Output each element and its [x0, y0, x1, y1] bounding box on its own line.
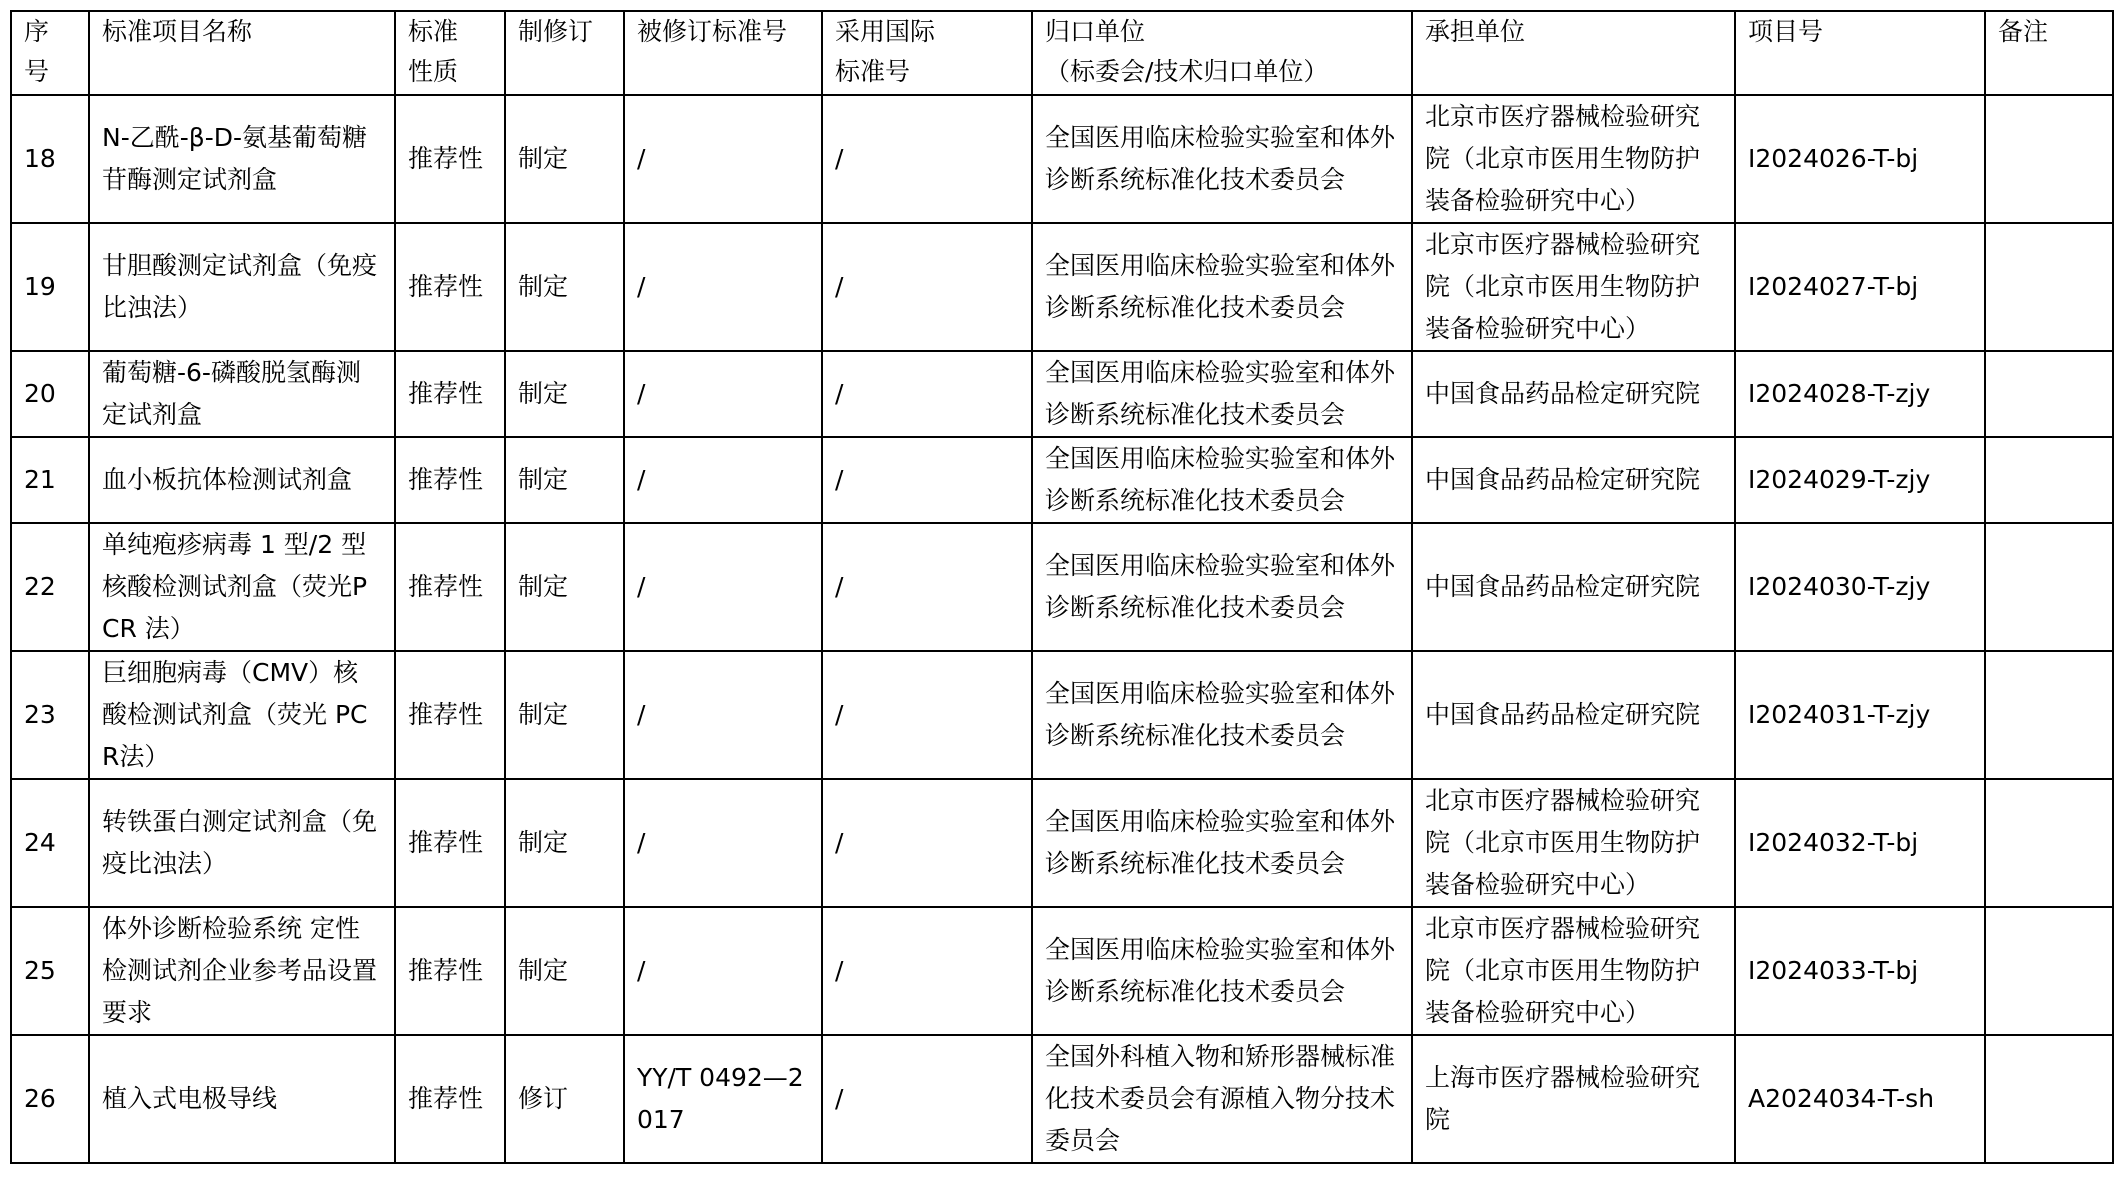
table-row [11, 1035, 2113, 1163]
standards-table [10, 10, 2114, 1164]
cell-revised-std: / [624, 95, 822, 223]
cell-undertaker: 中国食品药品检定研究院 [1412, 437, 1735, 523]
cell-name: 单纯疱疹病毒 1 型/2 型核酸检测试剂盒（荧光PCR 法） [89, 523, 395, 651]
cell-revised-std: / [624, 779, 822, 907]
cell-intl-std: / [822, 437, 1032, 523]
table-row [11, 523, 2113, 651]
cell-remark [1985, 223, 2113, 351]
cell-revised-std: / [624, 523, 822, 651]
cell-remark [1985, 351, 2113, 437]
cell-unit: 全国外科植入物和矫形器械标准化技术委员会有源植入物分技术委员会 [1032, 1035, 1412, 1163]
cell-nature: 推荐性 [395, 523, 505, 651]
cell-intl-std: / [822, 223, 1032, 351]
cell-nature: 推荐性 [395, 907, 505, 1035]
header-row [11, 11, 2113, 95]
cell-undertaker: 北京市医疗器械检验研究院（北京市医用生物防护装备检验研究中心） [1412, 95, 1735, 223]
cell-seq: 26 [11, 1035, 89, 1163]
cell-project-no: I2024031-T-zjy [1735, 651, 1985, 779]
cell-nature: 推荐性 [395, 351, 505, 437]
cell-remark [1985, 651, 2113, 779]
cell-revised-std: / [624, 651, 822, 779]
cell-revised-std: YY/T 0492—2017 [624, 1035, 822, 1163]
cell-name: 甘胆酸测定试剂盒（免疫比浊法） [89, 223, 395, 351]
cell-revision: 制定 [505, 523, 624, 651]
cell-nature: 推荐性 [395, 223, 505, 351]
cell-undertaker: 中国食品药品检定研究院 [1412, 651, 1735, 779]
cell-name: 转铁蛋白测定试剂盒（免疫比浊法） [89, 779, 395, 907]
cell-revision: 制定 [505, 779, 624, 907]
cell-undertaker: 北京市医疗器械检验研究院（北京市医用生物防护装备检验研究中心） [1412, 223, 1735, 351]
cell-unit: 全国医用临床检验实验室和体外诊断系统标准化技术委员会 [1032, 907, 1412, 1035]
table-row [11, 95, 2113, 223]
header-unit: 归口单位 （标委会/技术归口单位） [1032, 11, 1412, 95]
cell-unit: 全国医用临床检验实验室和体外诊断系统标准化技术委员会 [1032, 223, 1412, 351]
cell-unit: 全国医用临床检验实验室和体外诊断系统标准化技术委员会 [1032, 437, 1412, 523]
header-name: 标准项目名称 [89, 11, 395, 95]
cell-remark [1985, 1035, 2113, 1163]
cell-name: N-乙酰-β-D-氨基葡萄糖苷酶测定试剂盒 [89, 95, 395, 223]
cell-remark [1985, 437, 2113, 523]
cell-unit: 全国医用临床检验实验室和体外诊断系统标准化技术委员会 [1032, 523, 1412, 651]
cell-intl-std: / [822, 95, 1032, 223]
cell-remark [1985, 907, 2113, 1035]
cell-intl-std: / [822, 523, 1032, 651]
header-project-no: 项目号 [1735, 11, 1985, 95]
cell-nature: 推荐性 [395, 1035, 505, 1163]
cell-undertaker: 北京市医疗器械检验研究院（北京市医用生物防护装备检验研究中心） [1412, 907, 1735, 1035]
cell-revision: 制定 [505, 351, 624, 437]
cell-project-no: I2024033-T-bj [1735, 907, 1985, 1035]
cell-revision: 制定 [505, 907, 624, 1035]
cell-unit: 全国医用临床检验实验室和体外诊断系统标准化技术委员会 [1032, 95, 1412, 223]
cell-remark [1985, 779, 2113, 907]
cell-revised-std: / [624, 437, 822, 523]
cell-revision: 制定 [505, 223, 624, 351]
header-revision: 制修订 [505, 11, 624, 95]
table-row [11, 779, 2113, 907]
cell-intl-std: / [822, 907, 1032, 1035]
cell-intl-std: / [822, 1035, 1032, 1163]
cell-project-no: A2024034-T-sh [1735, 1035, 1985, 1163]
cell-project-no: I2024027-T-bj [1735, 223, 1985, 351]
cell-nature: 推荐性 [395, 651, 505, 779]
header-seq: 序 号 [11, 11, 89, 95]
cell-revision: 修订 [505, 1035, 624, 1163]
cell-revised-std: / [624, 907, 822, 1035]
cell-seq: 25 [11, 907, 89, 1035]
cell-seq: 21 [11, 437, 89, 523]
cell-project-no: I2024028-T-zjy [1735, 351, 1985, 437]
cell-seq: 19 [11, 223, 89, 351]
cell-remark [1985, 95, 2113, 223]
header-intl-std: 采用国际 标准号 [822, 11, 1032, 95]
header-revised-std: 被修订标准号 [624, 11, 822, 95]
table-row [11, 651, 2113, 779]
cell-intl-std: / [822, 651, 1032, 779]
cell-project-no: I2024026-T-bj [1735, 95, 1985, 223]
cell-seq: 23 [11, 651, 89, 779]
cell-revision: 制定 [505, 437, 624, 523]
header-undertaker: 承担单位 [1412, 11, 1735, 95]
table-row [11, 223, 2113, 351]
cell-name: 血小板抗体检测试剂盒 [89, 437, 395, 523]
table-row [11, 907, 2113, 1035]
cell-seq: 24 [11, 779, 89, 907]
cell-seq: 20 [11, 351, 89, 437]
cell-project-no: I2024030-T-zjy [1735, 523, 1985, 651]
header-remark: 备注 [1985, 11, 2113, 95]
cell-name: 植入式电极导线 [89, 1035, 395, 1163]
cell-seq: 22 [11, 523, 89, 651]
cell-revised-std: / [624, 223, 822, 351]
cell-undertaker: 中国食品药品检定研究院 [1412, 351, 1735, 437]
cell-project-no: I2024029-T-zjy [1735, 437, 1985, 523]
table-row [11, 351, 2113, 437]
cell-undertaker: 上海市医疗器械检验研究院 [1412, 1035, 1735, 1163]
cell-intl-std: / [822, 351, 1032, 437]
cell-unit: 全国医用临床检验实验室和体外诊断系统标准化技术委员会 [1032, 351, 1412, 437]
cell-intl-std: / [822, 779, 1032, 907]
cell-undertaker: 中国食品药品检定研究院 [1412, 523, 1735, 651]
cell-name: 巨细胞病毒（CMV）核酸检测试剂盒（荧光 PCR法） [89, 651, 395, 779]
cell-nature: 推荐性 [395, 95, 505, 223]
cell-name: 体外诊断检验系统 定性检测试剂企业参考品设置要求 [89, 907, 395, 1035]
cell-nature: 推荐性 [395, 437, 505, 523]
cell-seq: 18 [11, 95, 89, 223]
cell-name: 葡萄糖-6-磷酸脱氢酶测定试剂盒 [89, 351, 395, 437]
header-nature: 标准 性质 [395, 11, 505, 95]
cell-unit: 全国医用临床检验实验室和体外诊断系统标准化技术委员会 [1032, 651, 1412, 779]
cell-revision: 制定 [505, 95, 624, 223]
cell-undertaker: 北京市医疗器械检验研究院（北京市医用生物防护装备检验研究中心） [1412, 779, 1735, 907]
cell-project-no: I2024032-T-bj [1735, 779, 1985, 907]
cell-unit: 全国医用临床检验实验室和体外诊断系统标准化技术委员会 [1032, 779, 1412, 907]
cell-revision: 制定 [505, 651, 624, 779]
table-row [11, 437, 2113, 523]
cell-revised-std: / [624, 351, 822, 437]
cell-remark [1985, 523, 2113, 651]
cell-nature: 推荐性 [395, 779, 505, 907]
